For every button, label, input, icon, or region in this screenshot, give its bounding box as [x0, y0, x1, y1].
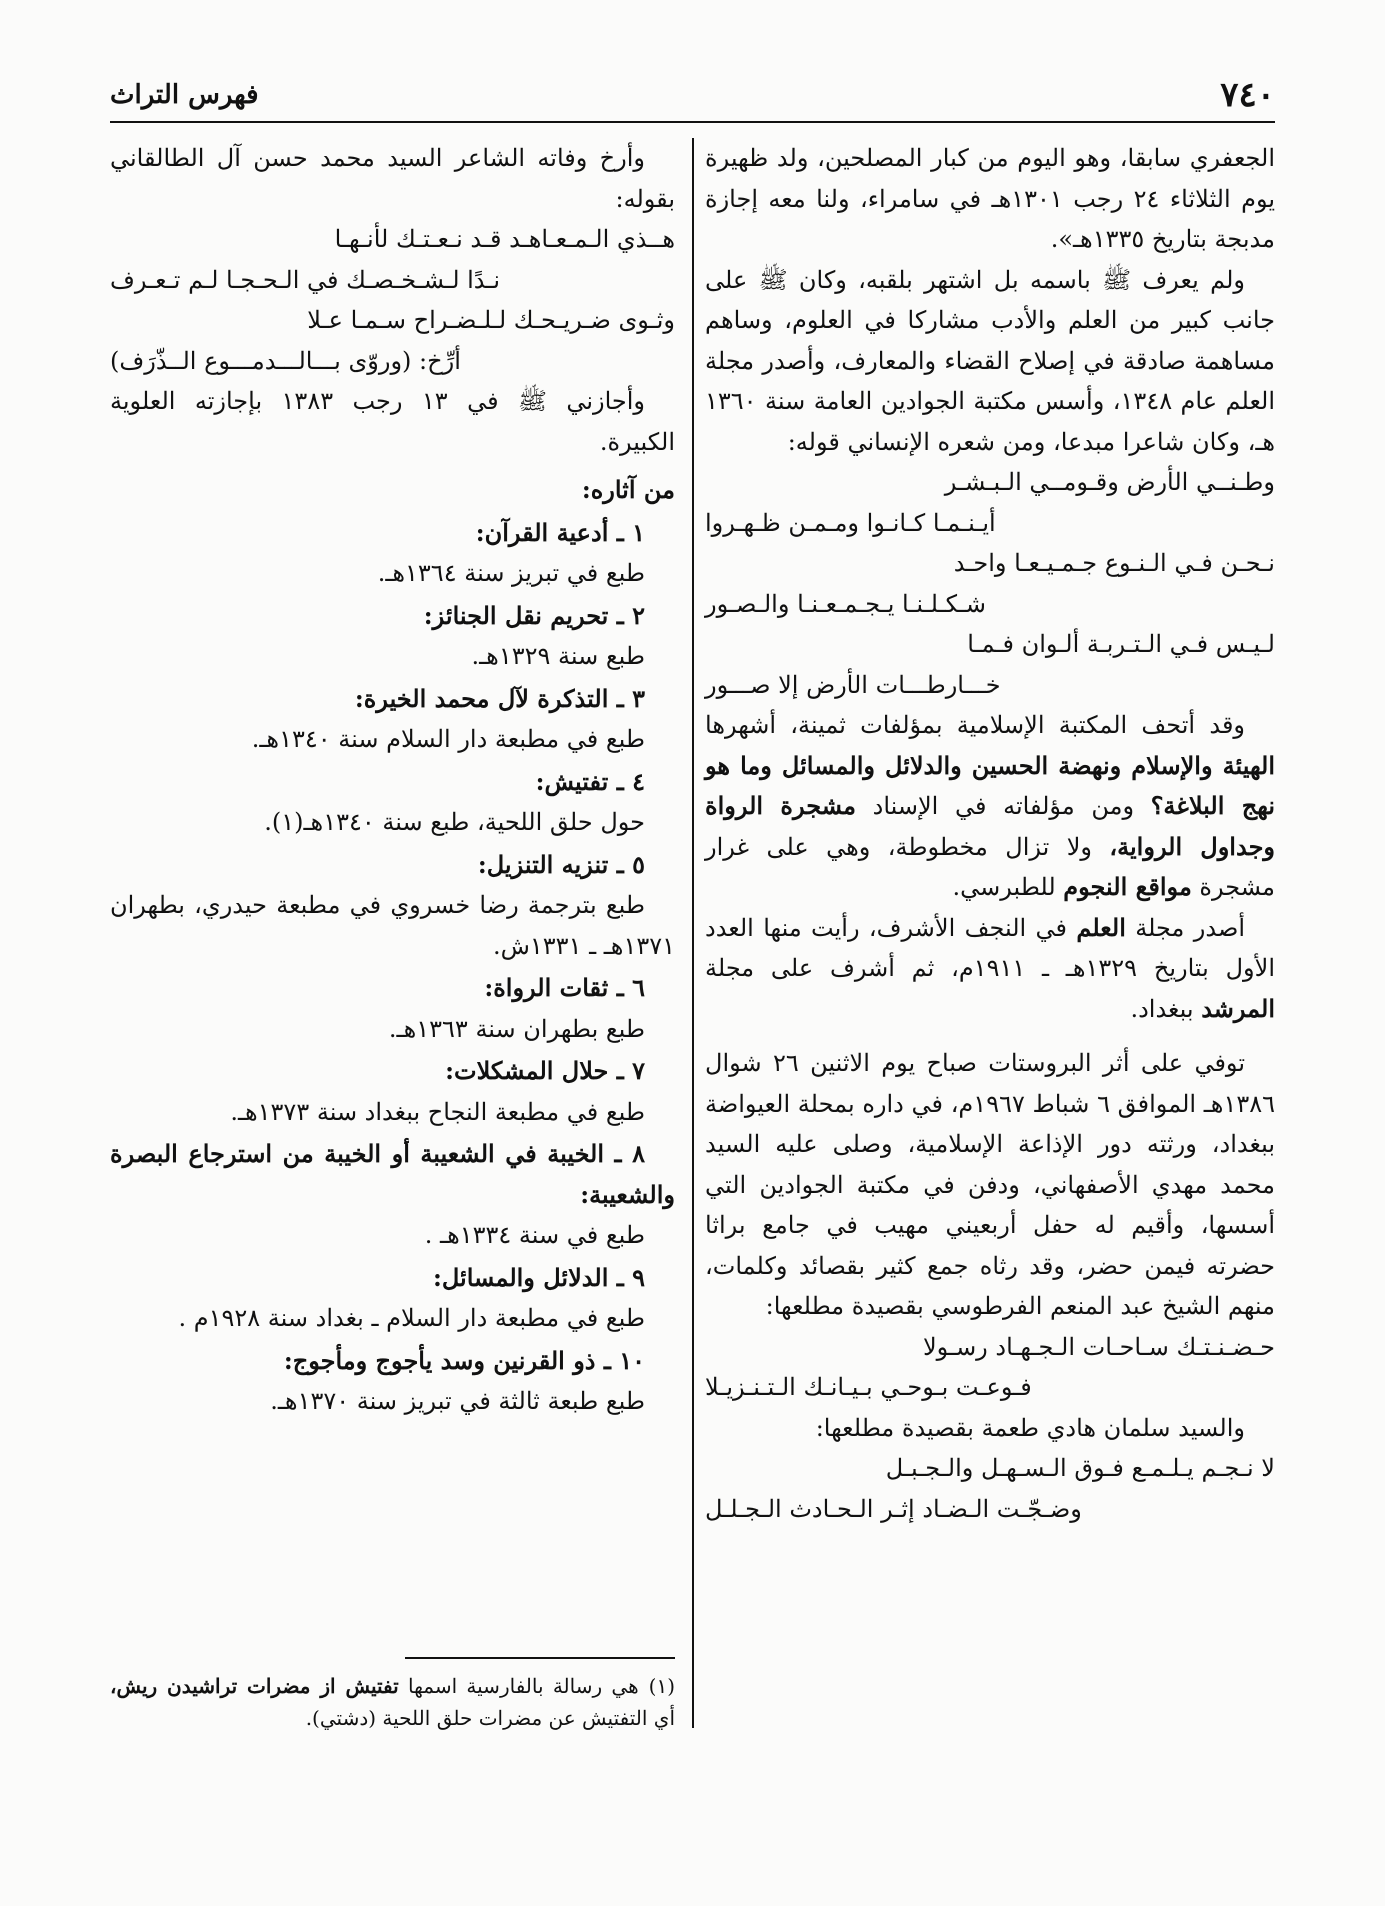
- verse-line: وضـجّـت الـضـاد إثـر الـحـادث الـجـلـل: [705, 1494, 1082, 1523]
- work-title: ٤ ـ تفتيش:: [535, 766, 645, 796]
- poem: [110, 219, 675, 381]
- work-detail: طبع في تبريز سنة ١٣٦٤هـ.: [377, 559, 645, 587]
- footnote-bold: تفتيش از مضرات تراشيدن ريش،: [110, 1674, 399, 1698]
- work-detail: طبع في مطبعة دار السلام ـ بغداد سنة ١٩٢٨م .: [178, 1304, 645, 1332]
- work-detail: طبع في مطبعة النجاح ببغداد سنة ١٣٧٣هـ.: [230, 1097, 645, 1126]
- verse-line: شـكـلـنـا يـجـمـعـنـا والـصـور: [705, 589, 987, 618]
- verse-line: وثـوى ضـريـحـك لـلـضـراح سـمـا عـلا: [307, 306, 675, 334]
- poem: [705, 462, 1275, 705]
- work-detail: طبع في مطبعة دار السلام سنة ١٣٤٠هـ.: [251, 725, 645, 753]
- verse-line: أيـنـمـا كـانـوا ومـمـن ظـهـروا: [705, 508, 996, 537]
- paragraph: وقد أتحف المكتبة الإسلامية بمؤلفات ثمينة، أشهرها الهيئة والإسلام ونهضة الحسين والدلائل والمسائل وما هو نهج البلاغة؟ ومن مؤلفاته في الإسناد مشجرة الرواة وجداول الرواية، ولا تزال مخطوطة، وهي على غرار مشجرة مواقع النجوم للطبرسي.: [705, 711, 1276, 901]
- paragraph: ولم يعرف ﷺ باسمه بل اشتهر بلقبه، وكان ﷺ على جانب كبير من العلم والأدب مشاركا في العلوم، وساهم مساهمة صادقة في إصلاح القضاء والمعارف، وأصدر مجلة العلم عام ١٣٤٨، وأسس مكتبة الجوادين العامة سنة ١٣٦٠ هـ، وكان شاعرا مبدعا، ومن شعره الإنساني قوله:: [705, 265, 1275, 456]
- verse-line: لا نـجـم يـلـمـع فـوق الـسـهـل والـجـبـل: [885, 1454, 1275, 1482]
- verse-line: فـوعـت بـوحـي بـيـانـك الـتـنـزيـلا: [705, 1373, 1032, 1401]
- work-title: ١٠ ـ ذو القرنين وسد يأجوج ومأجوج:: [283, 1345, 645, 1375]
- right-column: [705, 138, 1275, 1529]
- work-title: ٢ ـ تحريم نقل الجنائز:: [423, 600, 645, 630]
- paragraph: الجعفري سابقا، وهو اليوم من كبار المصلحين، ولد ظهيرة يوم الثلاثاء ٢٤ رجب ١٣٠١هـ في سامراء، ولنا معه إجازة مدبجة بتاريخ ١٣٣٥هـ».: [705, 144, 1276, 253]
- verse-line: أرِّخ: (وروّى بـــالـــدمـــوع الــذّرَف): [110, 346, 461, 375]
- work-title: ١ ـ أدعية القرآن:: [475, 517, 645, 547]
- page-number: ٧٤٠: [1220, 75, 1275, 115]
- works-heading: من آثاره:: [581, 475, 675, 504]
- work-title: ٥ ـ تنزيه التنزيل:: [477, 849, 645, 879]
- paragraph: والسيد سلمان هادي طعمة بقصيدة مطلعها:: [815, 1413, 1245, 1442]
- page-header: [110, 72, 1275, 118]
- work-detail: طبع في سنة ١٣٣٤هـ .: [424, 1221, 645, 1249]
- work-detail: حول حلق اللحية، طبع سنة ١٣٤٠هـ(١).: [264, 808, 645, 836]
- paragraph: توفي على أثر البروستات صباح يوم الاثنين ٢٦ شوال ١٣٨٦هـ الموافق ٦ شباط ١٩٦٧م، في داره بمحلة العيواضة ببغداد، ورثته دور الإذاعة الإسلامية، وصلى عليه السيد محمد مهدي الأصفهاني، ودفن في مكتبة الجوادين التي أسسها، وأقيم له حفل أربعيني مهيب في جامع براثا حضرته فيمن حضر، وقد رثاه جمع كثير بقصائد وكلمات، منهم الشيخ عبد المنعم الفرطوسي بقصيدة مطلعها:: [705, 1049, 1275, 1320]
- verse-line: نـحـن فـي الـنـوع جـمـيـعـا واحـد: [953, 549, 1275, 577]
- work-detail: طبع سنة ١٣٢٩هـ.: [471, 642, 645, 670]
- paragraph: أصدر مجلة العلم في النجف الأشرف، رأيت منها العدد الأول بتاريخ ١٣٢٩هـ ـ ١٩١١م، ثم أشرف على مجلة المرشد ببغداد.: [705, 912, 1275, 1023]
- work-detail: طبع بترجمة رضا خسروي في مطبعة حيدري، بطهران ١٣٧١هـ ـ ١٣٣١ش.: [110, 891, 675, 960]
- running-title: فهرس التراث: [110, 80, 259, 110]
- work-title: ٦ ـ ثقات الرواة:: [484, 973, 645, 1002]
- footnote-number: (١): [648, 1674, 675, 1698]
- header-rule: [110, 121, 1275, 123]
- column-divider: [692, 138, 694, 1728]
- verse-line: حـضـنـتـك سـاحـات الـجـهـاد رسـولا: [922, 1332, 1275, 1361]
- verse-line: خـــارطـــات الأرض إلا صـــور: [705, 670, 1001, 699]
- poem: [705, 1327, 1275, 1408]
- work-detail: طبع بطهران سنة ١٣٦٣هـ.: [388, 1014, 645, 1043]
- verse-line: وطـنــي الأرض وقـومــي الـبـشـر: [944, 468, 1275, 496]
- verse-line: نـدًا لـشـخـصـك في الـحـجـا لـم تـعـرف: [110, 265, 501, 294]
- footnote: (١)هي رسالة بالفارسية اسمها تفتيش از مضرات تراشيدن ريش، أي التفتيش عن مضرات حلق اللحية (دشتي).: [110, 1674, 675, 1730]
- poem: [705, 1448, 1275, 1529]
- work-detail: طبع طبعة ثالثة في تبريز سنة ١٣٧٠هـ.: [270, 1387, 645, 1415]
- footnote-rule: [405, 1657, 675, 1659]
- left-column: [110, 138, 675, 1422]
- paragraph: وأجازني ﷺ في ١٣ رجب ١٣٨٣ بإجازته العلوية الكبيرة.: [110, 387, 675, 456]
- verse-line: هــذي الـمـعـاهـد قـد نـعـتـك لأنـهـا: [334, 225, 675, 253]
- work-title: ٧ ـ حلال المشكلات:: [445, 1056, 645, 1085]
- work-title: ٣ ـ التذكرة لآل محمد الخيرة:: [354, 683, 645, 713]
- paragraph: وأرخ وفاته الشاعر السيد محمد حسن آل الطالقاني بقوله:: [110, 144, 675, 213]
- verse-line: لـيـس فـي الـتـربـة ألـوان فـمـا: [967, 630, 1275, 658]
- work-title: ٩ ـ الدلائل والمسائل:: [433, 1262, 645, 1292]
- work-title: ٨ ـ الخيبة في الشعيبة أو الخيبة من استرجاع البصرة والشعيبة:: [110, 1139, 675, 1209]
